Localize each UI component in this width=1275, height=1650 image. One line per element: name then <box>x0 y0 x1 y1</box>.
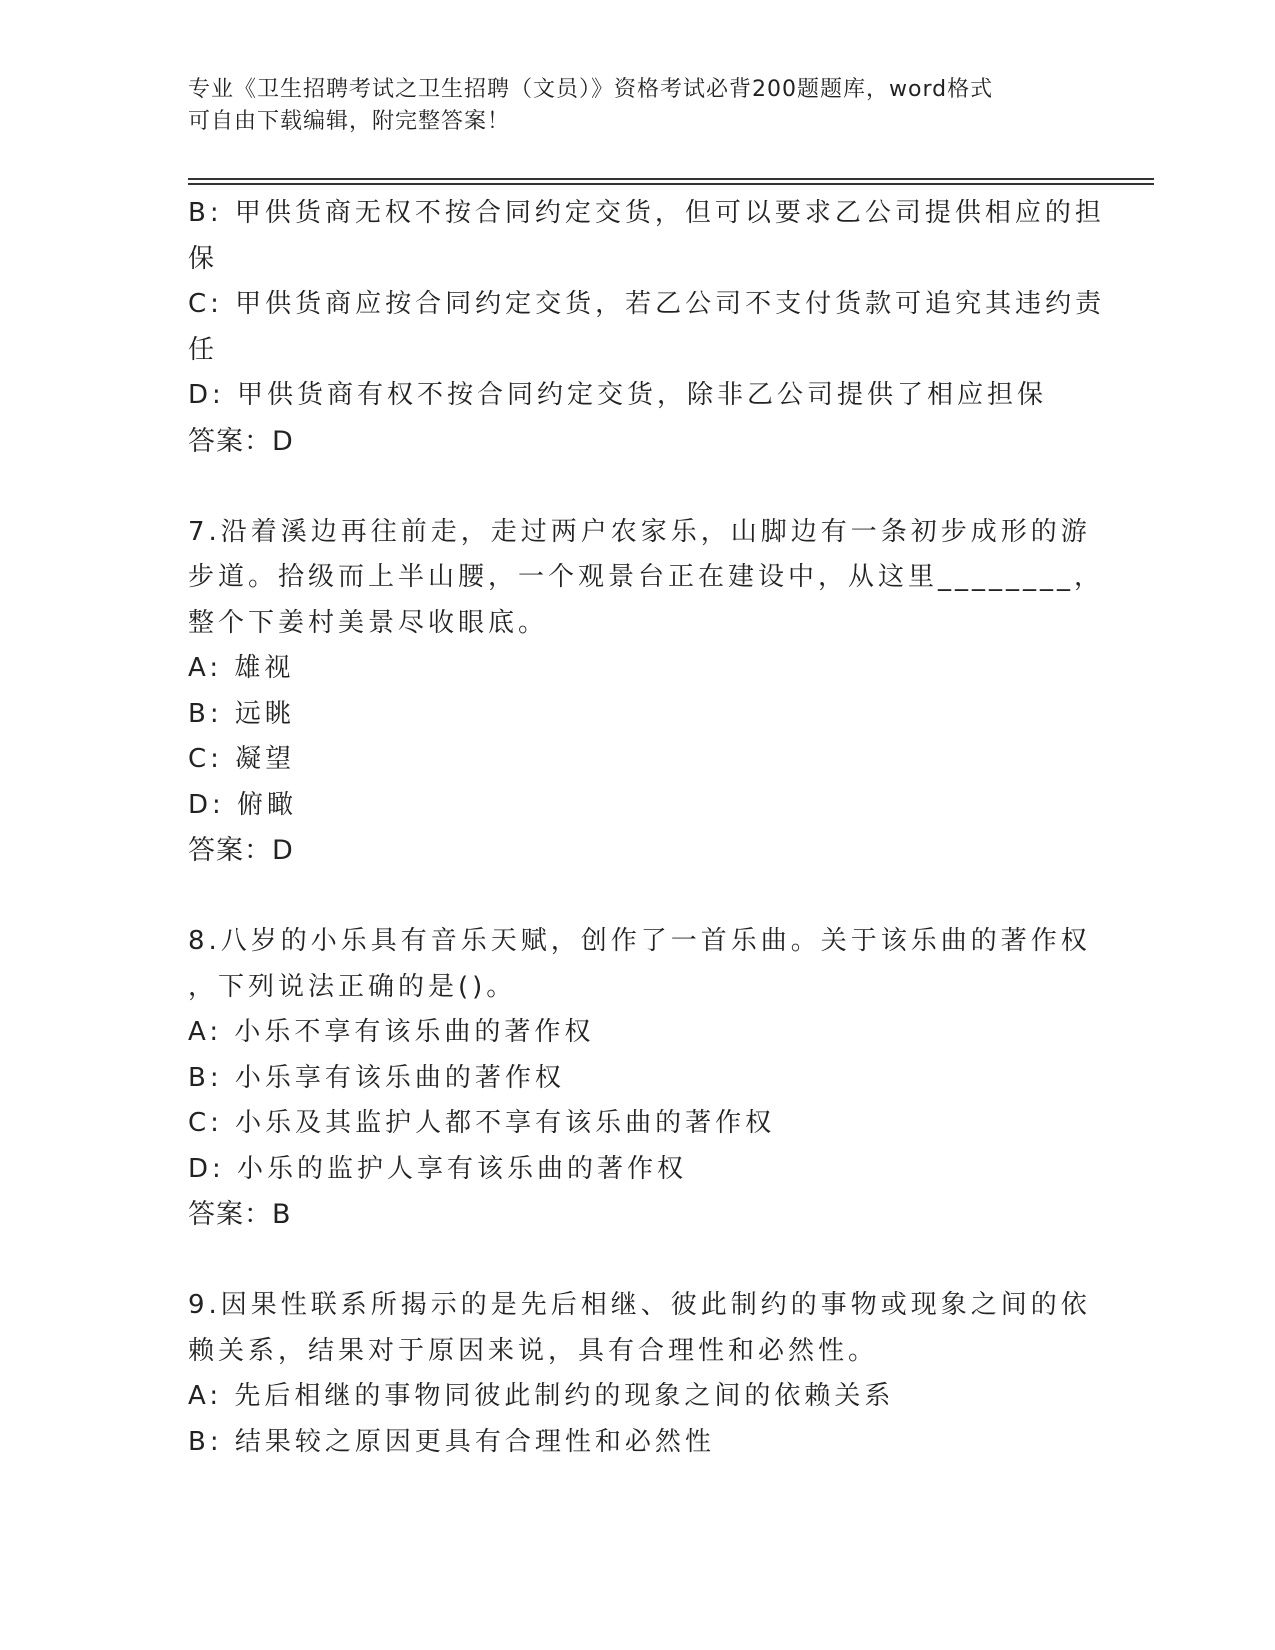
q8-option-c: C: 小乐及其监护人都不享有该乐曲的著作权 <box>188 1108 776 1138</box>
header-title-line-1: 专业《卫生招聘考试之卫生招聘（文员）》资格考试必背200题题库，word格式 <box>188 77 994 102</box>
q6-option-b-line-1: B: 甲供货商无权不按合同约定交货，但可以要求乙公司提供相应的担 <box>188 198 1105 228</box>
question-6-tail <box>188 191 1106 464</box>
q8-answer: 答案：B <box>188 1199 292 1230</box>
q7-stem-line-1: 7.沿着溪边再往前走，走过两户农家乐，山脚边有一条初步成形的游 <box>188 516 1091 547</box>
spacer <box>188 464 1088 510</box>
q9-stem-line-2: 赖关系，结果对于原因来说，具有合理性和必然性。 <box>188 1335 879 1366</box>
q6-option-d: D: 甲供货商有权不按合同约定交货，除非乙公司提供了相应担保 <box>188 380 1048 410</box>
q7-answer: 答案：D <box>188 835 294 866</box>
header-rule-bottom <box>188 183 1154 185</box>
header-title-line-2: 可自由下载编辑，附完整答案！ <box>188 109 511 134</box>
q7-option-c: C: 凝望 <box>188 744 296 774</box>
header-rule-top <box>188 178 1154 180</box>
q7-option-b: B: 远眺 <box>188 698 295 729</box>
q6-option-c-line-2: 任 <box>188 334 219 365</box>
q6-option-c-line-1: C: 甲供货商应按合同约定交货，若乙公司不支付货款可追究其违约责 <box>188 289 1106 319</box>
q8-stem-line-2: ，下列说法正确的是()。 <box>188 971 517 1002</box>
q6-option-b-line-2: 保 <box>188 243 219 274</box>
q9-option-a: A: 先后相继的事物同彼此制约的现象之间的依赖关系 <box>188 1381 895 1411</box>
question-7 <box>188 510 1105 874</box>
q8-option-d: D: 小乐的监护人享有该乐曲的著作权 <box>188 1153 688 1184</box>
q9-stem-line-1: 9.因果性联系所揭示的是先后相继、彼此制约的事物或现象之间的依 <box>188 1290 1091 1320</box>
document-body <box>188 191 1106 1465</box>
q8-option-a: A: 小乐不享有该乐曲的著作权 <box>188 1017 595 1047</box>
q8-stem-line-1: 8.八岁的小乐具有音乐天赋，创作了一首乐曲。关于该乐曲的著作权 <box>188 926 1091 956</box>
q7-option-d: D: 俯瞰 <box>188 789 298 820</box>
q6-answer: 答案：D <box>188 425 294 457</box>
spacer <box>188 874 1088 920</box>
question-8 <box>188 919 1091 1238</box>
q7-stem-line-3: 整个下姜村美景尽收眼底。 <box>188 607 549 638</box>
q8-option-b: B: 小乐享有该乐曲的著作权 <box>188 1062 565 1093</box>
spacer <box>188 1238 1088 1284</box>
q7-option-a: A: 雄视 <box>188 653 295 683</box>
q9-option-b: B: 结果较之原因更具有合理性和必然性 <box>188 1426 715 1457</box>
question-9 <box>188 1283 1091 1465</box>
q7-stem-line-2: 步道。拾级而上半山腰，一个观景台正在建设中，从这里________， <box>188 562 1105 592</box>
page-header <box>188 74 1088 138</box>
